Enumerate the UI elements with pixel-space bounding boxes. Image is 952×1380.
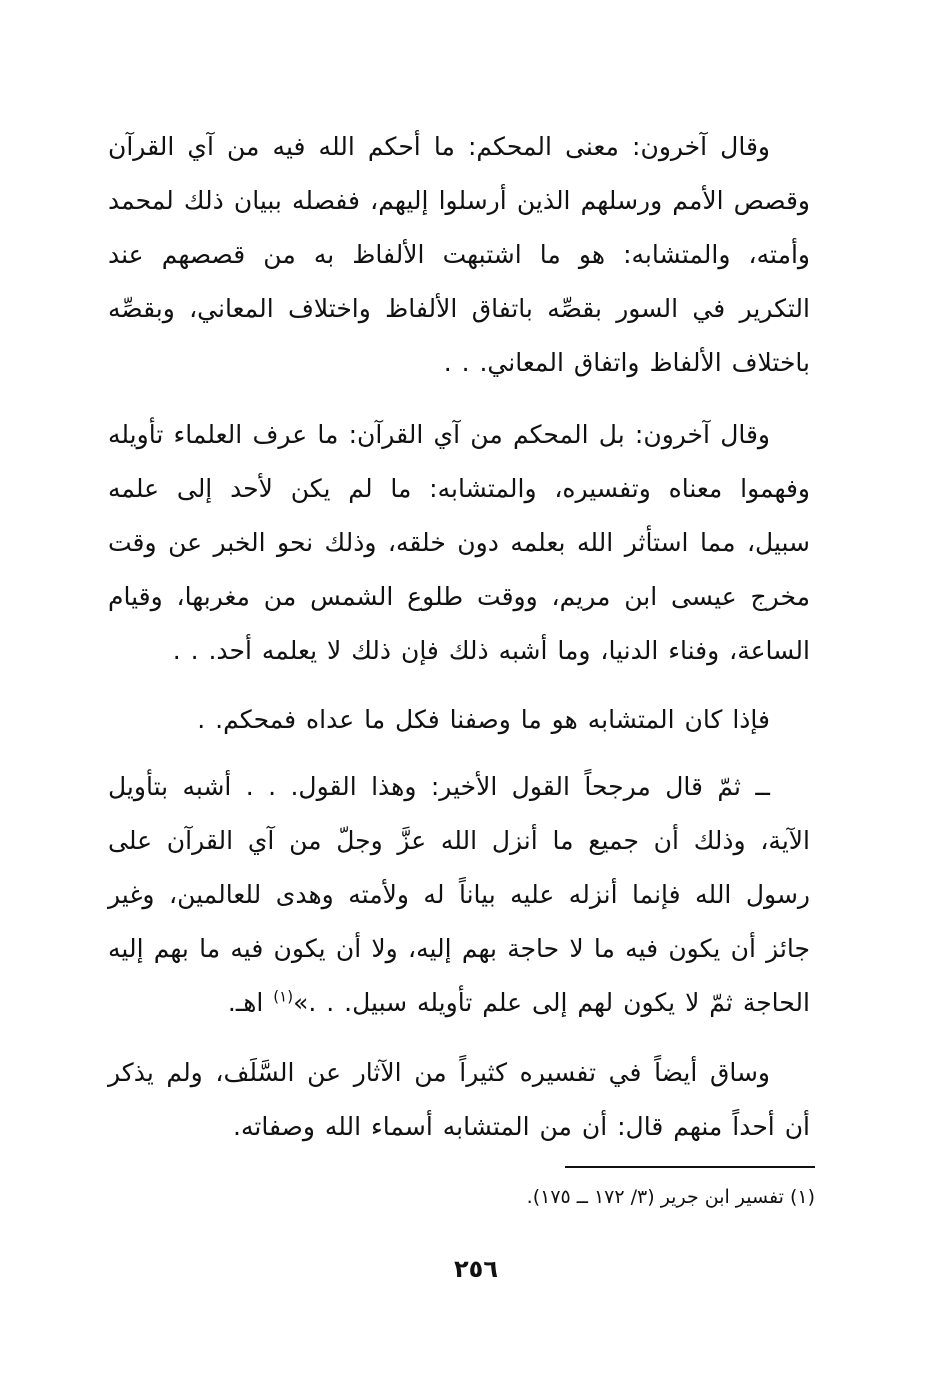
paragraph-2-text: وقال آخرون: بل المحكم من آي القرآن: ما عرف العلماء تأويله وفهموا معناه وتفسيره، والمتشابه: ما لم يكن لأحد إلى علمه سبيل، مما استأثر الله بعلمه دون خلقه، وذلك نحو الخبر عن وقت مخرج عيسى ابن مريم، ووقت طلوع الشمس من مغربها، وقيام الساعة، وفناء الدنيا، وما أشبه ذلك فإن ذلك لا يعلمه أحد. . .: [108, 420, 810, 665]
paragraph-5: [108, 1046, 810, 1154]
page-number: ٢٥٦: [454, 1255, 498, 1283]
paragraph-4-text: ــ ثمّ قال مرجحاً القول الأخير: وهذا القول. . . أشبه بتأويل الآية، وذلك أن جميع ما أنزل الله عزَّ وجلّ من آي القرآن على رسول الله فإنما أنزله عليه بياناً له ولأمته وهدى للعالمين، وغير جائز أن يكون فيه ما لا حاجة بهم إليه، ولا أن يكون فيه ما بهم إليه الحاجة ثمّ لا يكون لهم إلى علم تأويله سبيل. . .»: [108, 772, 810, 1017]
paragraph-1: [108, 120, 810, 390]
footnote-text: تفسير ابن جرير (٣/ ١٧٢ ــ ١٧٥).: [526, 1186, 784, 1208]
paragraph-4-end: اهـ.: [227, 988, 274, 1017]
paragraph-1-text: وقال آخرون: معنى المحكم: ما أحكم الله فيه من آي القرآن وقصص الأمم ورسلهم الذين أرسلوا إليهم، ففصله ببيان ذلك لمحمد وأمته، والمتشابه: هو ما اشتبهت الألفاظ به من قصصهم عند التكرير في السور بقصِّه باتفاق الألفاظ واختلاف المعاني، وبقصِّه باختلاف الألفاظ واتفاق المعاني. . .: [108, 132, 810, 377]
footnote-divider: [565, 1166, 815, 1168]
paragraph-3-text: فإذا كان المتشابه هو ما وصفنا فكل ما عداه فمحكم. .: [197, 705, 770, 734]
paragraph-3: [108, 693, 810, 747]
paragraph-2: [108, 408, 810, 678]
paragraph-5-text: وساق أيضاً في تفسيره كثيراً من الآثار عن السَّلَف، ولم يذكر أن أحداً منهم قال: أن من المتشابه أسماء الله وصفاته.: [108, 1058, 810, 1141]
footnote-reference: (١): [273, 987, 294, 1006]
paragraph-4-body: [108, 760, 810, 1030]
footnote: [300, 1182, 815, 1212]
paragraph-4: [108, 760, 810, 1030]
footnote-marker: (١): [789, 1186, 815, 1208]
